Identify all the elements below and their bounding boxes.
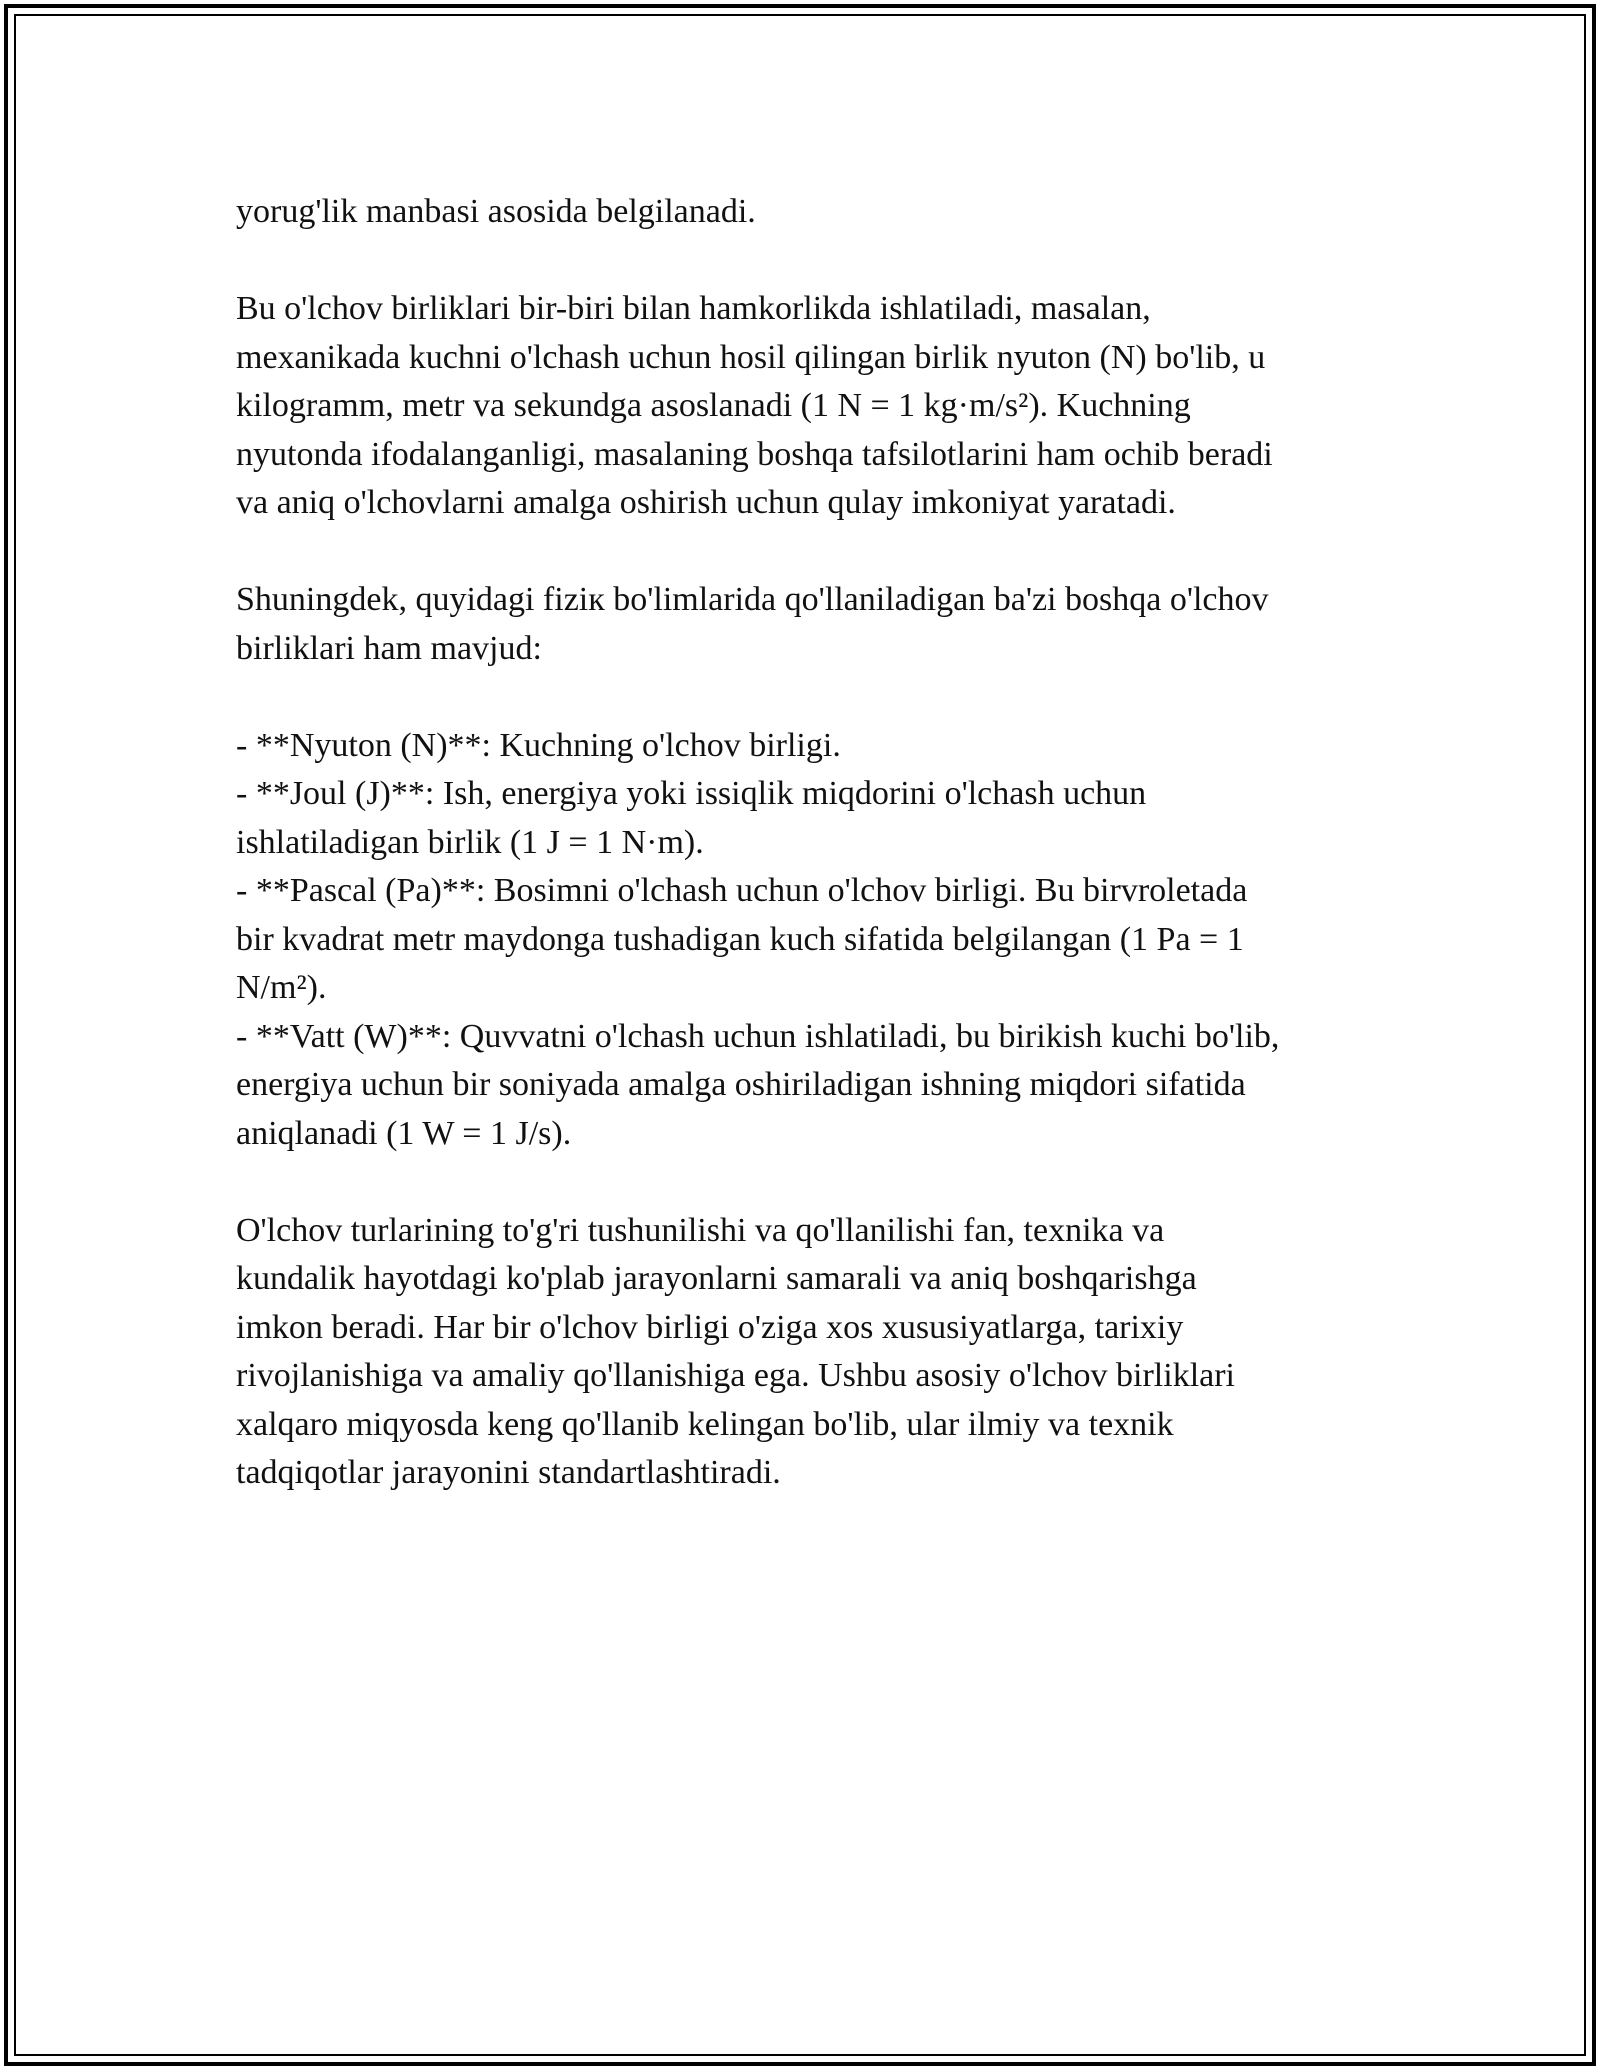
text-line: bir kvadrat metr maydonga tushadigan kuch sifatida belgilangan (1 Pa = 1 [236,920,1244,958]
text-line: xalqaro miqyosda keng qo'llanib kelingan bo'lib, ular ilmiy va texnik [236,1405,1174,1443]
paragraph-intro-continuation [236,188,1386,237]
text-line: rivojlanishiga va amaliy qo'llanishiga ega. Ushbu asosiy o'lchov birliklari [236,1357,1235,1394]
text-line: nyutonda ifodalanganligi, masalaning boshqa tafsilotlarini ham ochib beradi [236,435,1273,473]
list-item: - **Joul (J)**: Ish, energiya yoki issiqlik miqdorini o'lchash uchun [236,775,1147,812]
text-line: Shuningdek, quyidagi fiziк bo'limlarida qo'llaniladigan ba'zi boshqa o'lchov [236,581,1269,618]
text-line: aniqlanadi (1 W = 1 J/s). [236,1114,572,1152]
list-item: - **Pascal (Pa)**: Bosimni o'lchash uchun o'lchov birligi. Bu birvroletada [236,872,1248,909]
text-line: tadqiqotlar jarayonini standartlashtiradi. [236,1454,781,1491]
text-line: ishlatiladigan birlik (1 J = 1 N·m). [236,823,704,861]
text-line: O'lchov turlarining to'g'ri tushunilishi va qo'llanilishi fan, texnika va [236,1211,1165,1249]
text-line: birliklari ham mavjud: [236,629,542,667]
text-line: yorug'lik manbasi asosida belgilanadi. [236,193,756,230]
paragraph-units-cooperation [236,285,1386,528]
text-line: energiya uchun bir soniyada amalga oshiriladigan ishning miqdori sifatida [236,1066,1246,1103]
text-line: imkon beradi. Har bir o'lchov birligi o'ziga xos xususiyatlarga, tarixiy [236,1308,1184,1346]
text-line: va aniq o'lchovlarni amalga oshirish uchun qulay imkoniyat yaratadi. [236,484,1176,521]
list-item: - **Nyuton (N)**: Kuchning o'lchov birligi. [236,726,841,764]
text-line: N/m²). [236,969,327,1006]
text-line: kilogramm, metr va sekundga asoslanadi (1 N = 1 kg·m/s²). Kuchning [236,387,1191,424]
text-line: mexanikada kuchni o'lchash uchun hosil qilingan birlik nyuton (N) bo'lib, u [236,338,1266,376]
paragraph-conclusion [236,1207,1386,1498]
text-line: kundalik hayotdagi ko'plab jarayonlarni samarali va aniq boshqarishga [236,1260,1197,1297]
text-line: Bu o'lchov birliklari bir-biri bilan hamkorlikda ishlatiladi, masalan, [236,290,1151,327]
paragraph-other-units-intro [236,576,1386,673]
units-list [236,722,1386,1159]
document-body [236,188,1386,1546]
list-item: - **Vatt (W)**: Quvvatni o'lchash uchun ishlatiladi, bu birikish kuchi bo'lib, [236,1017,1280,1055]
